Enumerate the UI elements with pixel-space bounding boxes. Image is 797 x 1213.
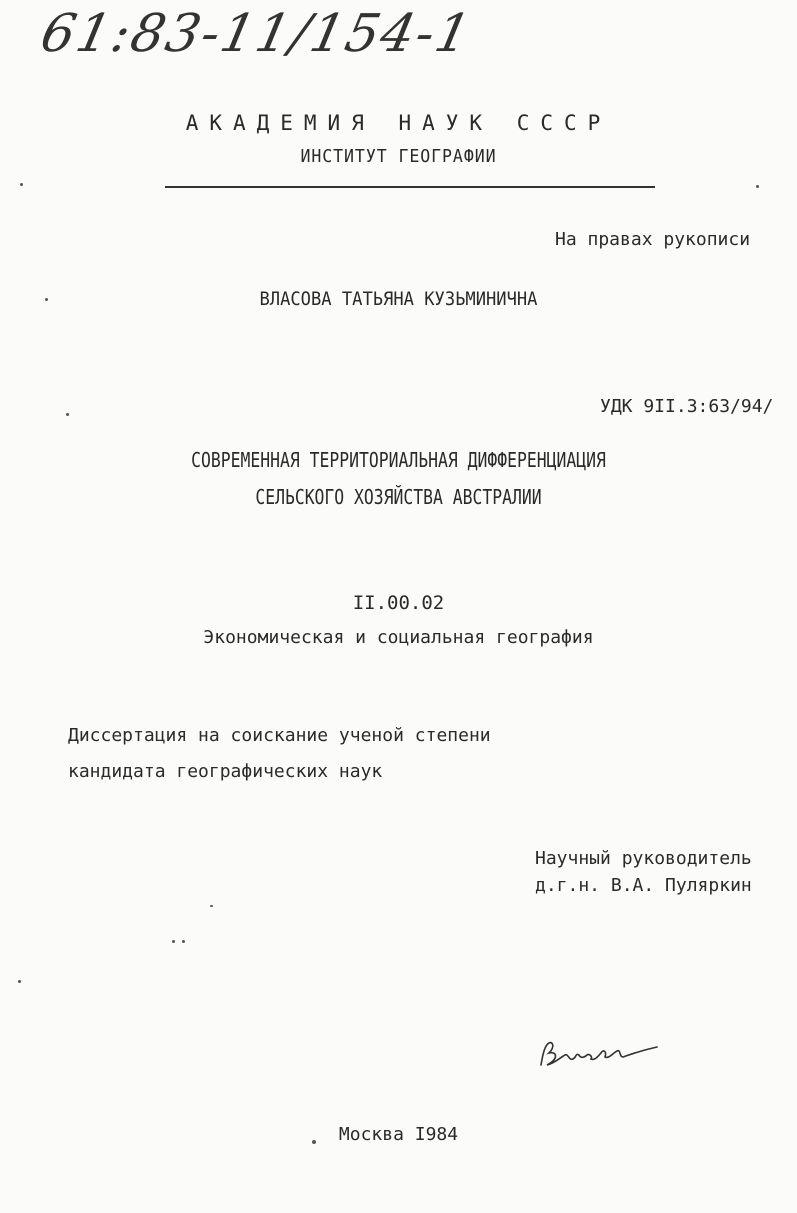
advisor-label: Научный руководитель <box>535 848 752 869</box>
specialty-name: Экономическая и социальная география <box>203 627 594 648</box>
advisor-name: д.г.н. В.А. Пуляркин <box>535 875 752 896</box>
scan-speck <box>756 185 759 188</box>
scan-speck <box>182 940 185 943</box>
thesis-title-line-1: СОВРЕМЕННАЯ ТЕРРИТОРИАЛЬНАЯ ДИФФЕРЕНЦИАЦИЯ <box>191 448 606 472</box>
scan-speck <box>210 905 213 907</box>
manuscript-rights-note: На правах рукописи <box>555 229 751 250</box>
city-year: Москва I984 <box>338 1124 459 1145</box>
handwritten-call-number: 61:83-11/154-1 <box>35 4 478 64</box>
scan-speck <box>20 183 23 186</box>
scan-speck <box>45 298 48 301</box>
scan-speck <box>66 413 69 416</box>
academy-heading: АКАДЕМИЯ НАУК СССР <box>185 111 612 135</box>
header-divider <box>165 186 655 188</box>
scan-speck <box>312 1140 316 1144</box>
author-signature <box>535 1035 665 1075</box>
author-name: ВЛАСОВА ТАТЬЯНА КУЗЬМИНИЧНА <box>259 288 538 310</box>
scan-speck <box>18 980 21 983</box>
degree-statement-line-2: кандидата географических наук <box>68 761 383 782</box>
degree-statement-line-1: Диссертация на соискание ученой степени <box>68 725 491 746</box>
scan-speck <box>172 940 175 943</box>
thesis-title-line-2: СЕЛЬСКОГО ХОЗЯЙСТВА АВСТРАЛИИ <box>255 485 542 509</box>
institute-heading: ИНСТИТУТ ГЕОГРАФИИ <box>300 146 497 167</box>
udc-code: УДК 9II.3:63/94/ <box>600 396 774 417</box>
specialty-code: II.00.02 <box>352 592 445 614</box>
